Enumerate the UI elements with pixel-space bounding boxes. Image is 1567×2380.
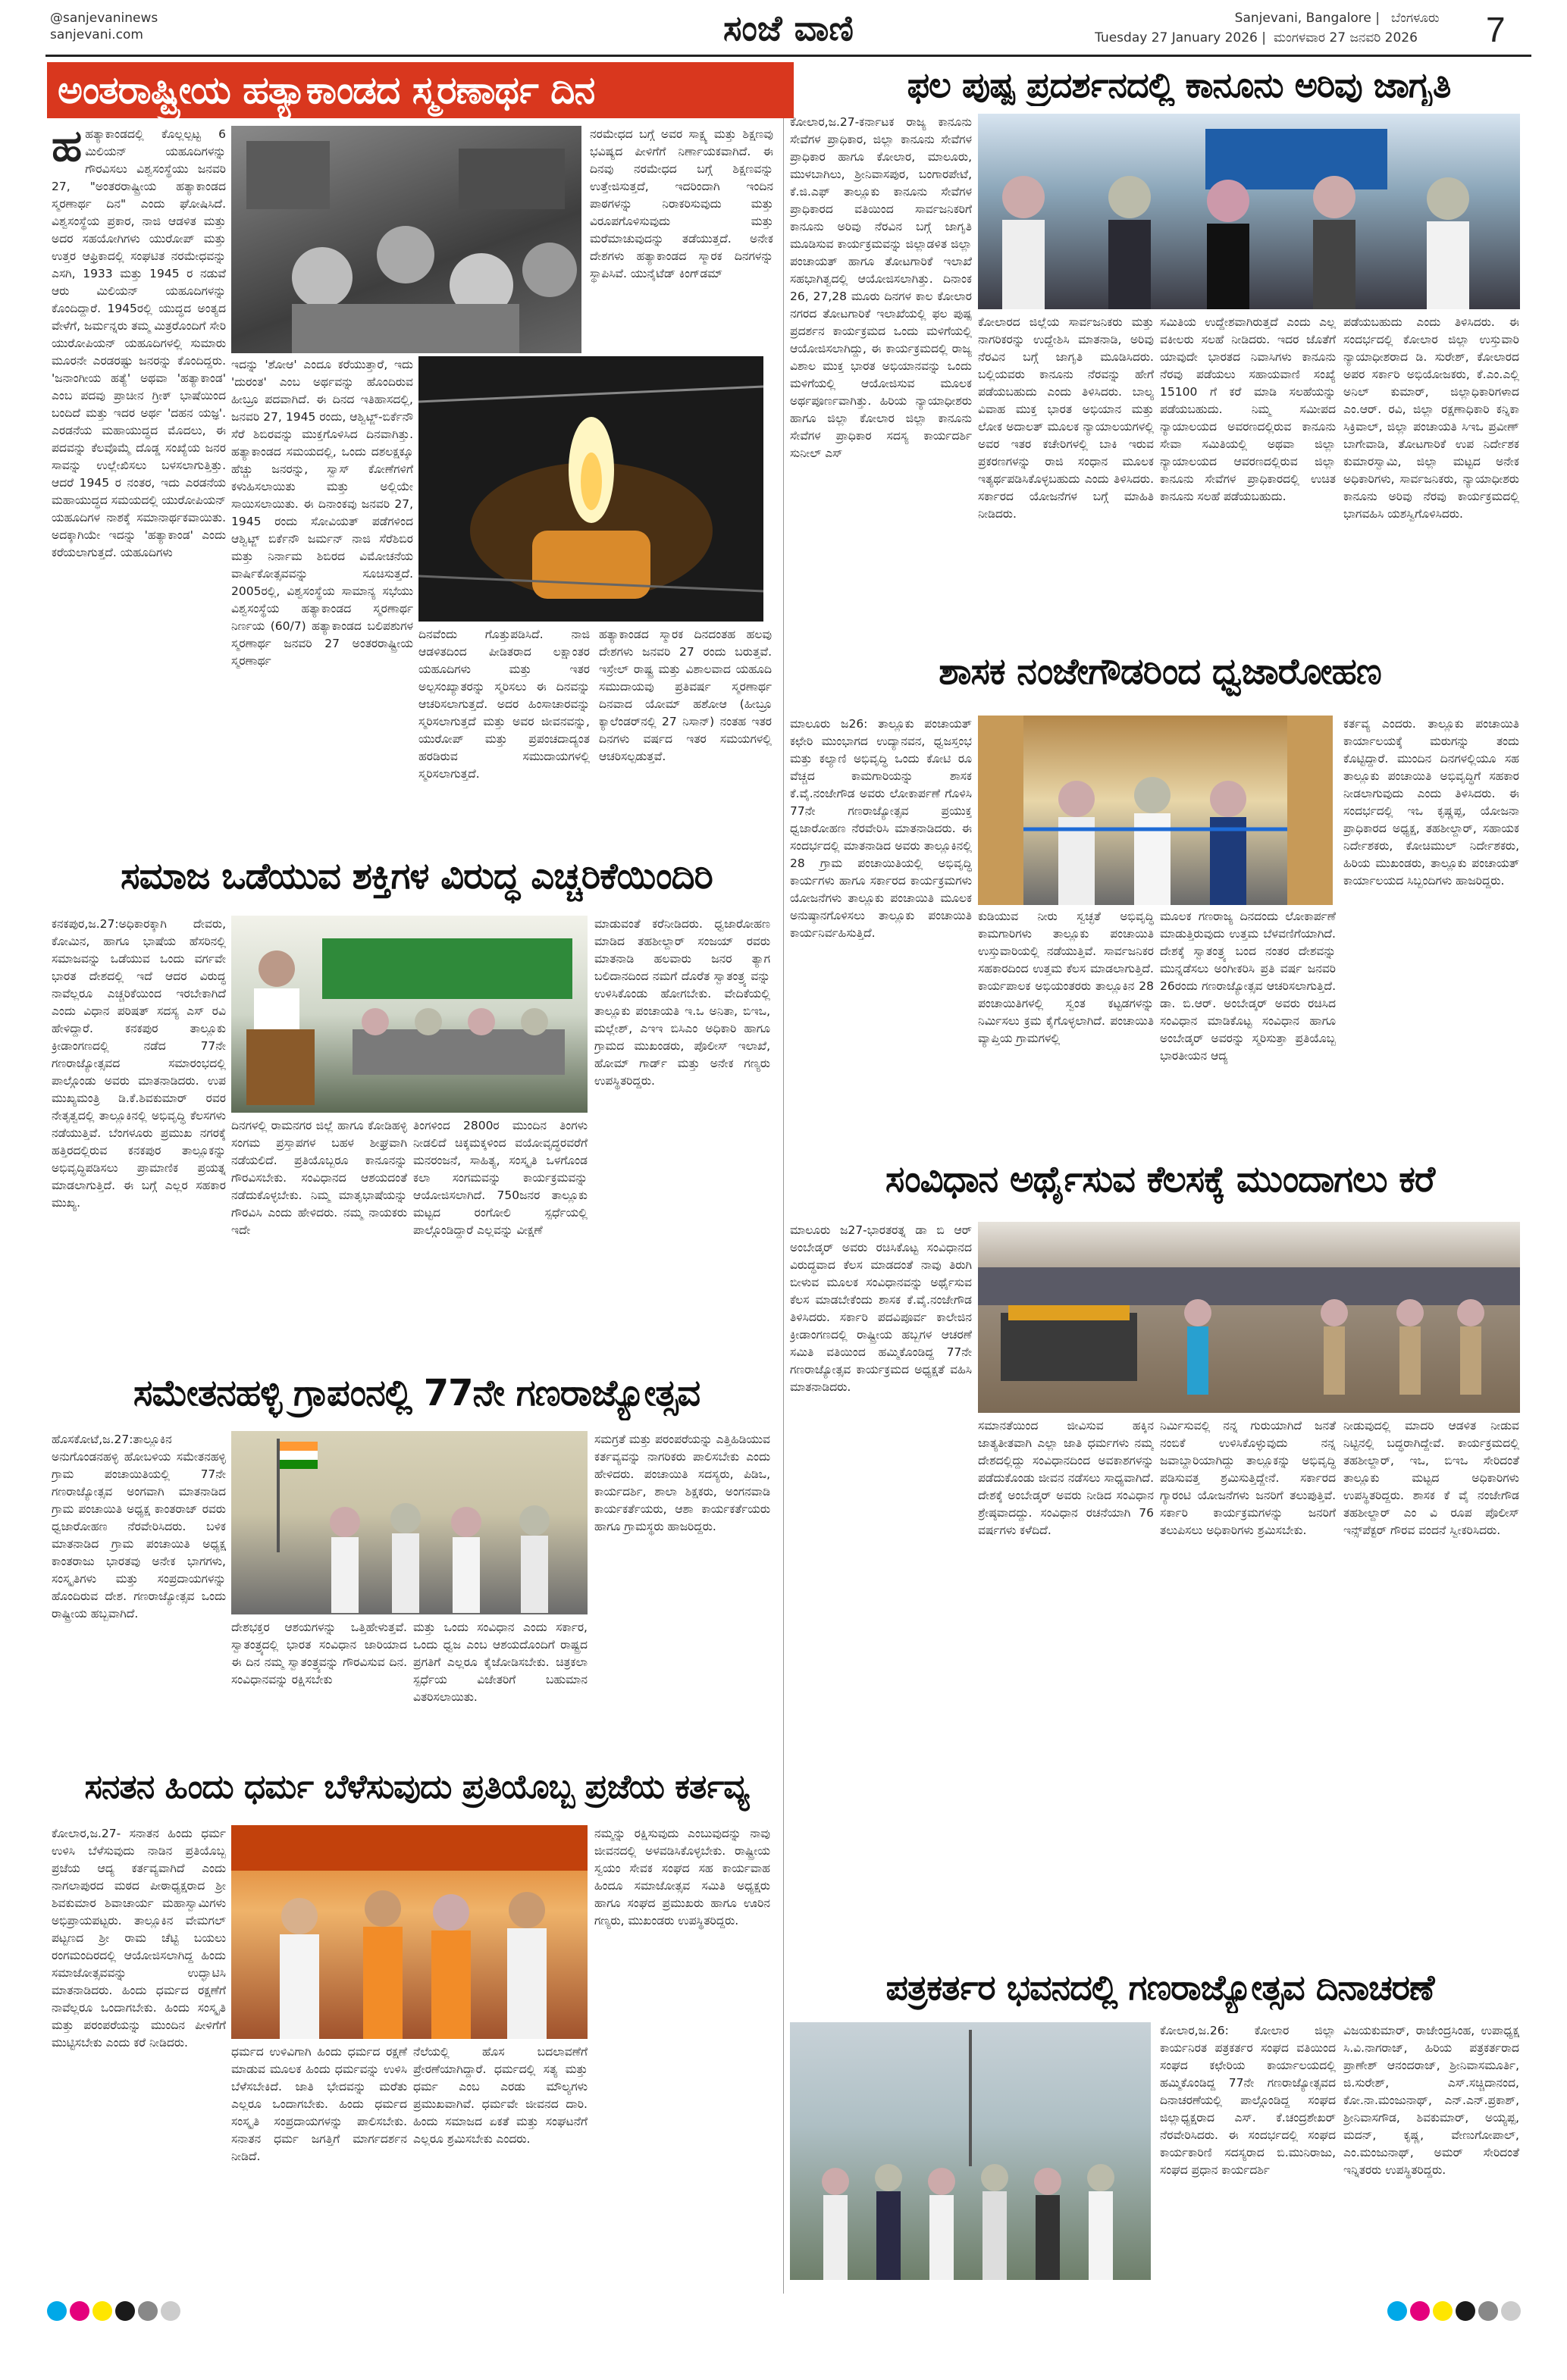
headline-samethanahalli: ಸಮೇತನಹಳ್ಳಿ ಗ್ರಾಪಂನಲ್ಲಿ 77ನೇ ಗಣರಾಜ್ಯೋತ್ಸವ xyxy=(133,1372,700,1414)
magenta-swatch-icon xyxy=(1410,2301,1430,2321)
samaja-photo xyxy=(231,916,588,1113)
nanjegowda-col-4: ಕರ್ತವ್ಯ ಎಂದರು. ತಾಲ್ಲೂಕು ಪಂಚಾಯಿತಿ ಕಾರ್ಯಾಲಯಕ್ಕೆ ಮರುಗನ್ನು ತಂದು ಕೊಟ್ಟಿದ್ದಾರೆ. ಮುಂದಿನ ದಿನಗಳಲ್ಲಿಯೂ ಸಹ ತಾಲ್ಲೂಕು ಪಂಚಾಯಿತಿ ಅಭಿವೃದ್ಧಿಗೆ ಸಹಕಾರ ನೀಡಲಾಗುವುದು ಎಂದು ತಿಳಿಸಿದರು. ಈ ಸಂದರ್ಭದಲ್ಲಿ ಇಒ ಕೃಷ್ಣಪ್ಪ, ಯೋಜನಾ ಪ್ರಾಧಿಕಾರದ ಅಧ್ಯಕ್ಷ, ತಹಶೀಲ್ದಾರ್, ಸಹಾಯಕ ನಿರ್ದೇಶಕರು, ಕೋಚಿಮುಲ್ ನಿರ್ದೇಶಕರು, ಹಿರಿಯ ಮುಖಂಡರು, ತಾಲ್ಲೂಕು ಪಂಚಾಯತ್ ಕಾರ್ಯಾಲಯದ ಸಿಬ್ಬಂದಿಗಳು ಹಾಜರಿದ್ದರು. xyxy=(1343,717,1519,888)
page-number: 7 xyxy=(1486,10,1506,49)
candle-icon xyxy=(418,356,763,622)
headline-flower-show: ಫಲ ಪುಷ್ಪ ಪ್ರದರ್ಶನದಲ್ಲಿ ಕಾನೂನು ಅರಿವು ಜಾಗೃತಿ xyxy=(907,64,1451,105)
grey-swatch-icon xyxy=(1478,2301,1498,2321)
cyan-swatch-icon xyxy=(47,2301,67,2321)
flower-show-photo xyxy=(978,114,1520,309)
samvidhana-col-2: ನಿರ್ಮಿಸುವಲ್ಲಿ ನನ್ನ ಗುರುಯಾಗಿದೆ ಜನತೆ ನಂಬಿಕೆ ಉಳಿಸಿಕೊಳ್ಳುವುದು ನನ್ನ ಜವಾಬ್ದಾರಿಯಾಗಿದ್ದು ತಾಲ್ಲೂಕನ್ನು ಅಭಿವೃದ್ಧಿ ಪಡಿಸುವತ್ತ ಶ್ರಮಿಸುತ್ತಿದ್ದೇನೆ. ಸರ್ಕಾರದ ಗ್ಯಾರಂಟಿ ಯೋಜನೆಗಳು ಜನರಿಗೆ ತಲುಪುತ್ತಿವೆ. ಸರ್ಕಾರಿ ಕಾರ್ಯಕ್ರಮಗಳನ್ನು ಜನರಿಗೆ ತಲುಪಿಸಲು ಅಧಿಕಾರಿಗಳು ಶ್ರಮಿಸಬೇಕು. xyxy=(1160,1419,1336,1537)
yellow-swatch-icon xyxy=(1433,2301,1453,2321)
flag-salute-illustration xyxy=(231,1431,588,1614)
samethanahalli-photo xyxy=(231,1431,588,1614)
samvidhana-intro: ಮಾಲೂರು ಜ27-ಭಾರತರತ್ನ ಡಾ ಬಿ ಆರ್ ಅಂಬೇಡ್ಕರ್ ಅವರು ರಚಿಸಿಕೊಟ್ಟ ಸಂವಿಧಾನದ ವಿರುದ್ಧವಾದ ಕೆಲಸ ಮಾಡದಂತೆ ನಾವು ತಿರುಗಿ ಬೀಳುವ ಮೂಲಕ ಸಂವಿಧಾನವನ್ನು ಅರ್ಥೈಸುವ ಕೆಲಸ ಮಾಡಬೇಕೆಂದು ಶಾಸಕ ಕೆ.ವೈ.ನಂಜೇಗೌಡ ತಿಳಿಸಿದರು. ಸರ್ಕಾರಿ ಪದವಿಪೂರ್ವ ಕಾಲೇಜಿನ ಕ್ರೀಡಾಂಗಣದಲ್ಲಿ ರಾಷ್ಟ್ರೀಯ ಹಬ್ಬಗಳ ಆಚರಣೆ ಸಮಿತಿ ವತಿಯಿಂದ ಹಮ್ಮಿಕೊಂಡಿದ್ದ 77ನೇ ಗಣರಾಜ್ಯೋತ್ಸವ ಕಾರ್ಯಕ್ರಮದ ಅಧ್ಯಕ್ಷತೆ ವಹಿಸಿ ಮಾತನಾಡಿದರು. xyxy=(790,1223,972,1394)
headline-press: ಪತ್ರಕರ್ತರ ಭವನದಲ್ಲಿ ಗಣರಾಜ್ಯೋತ್ಸವ ದಿನಾಚರಣೆ xyxy=(885,1967,1434,2008)
holocaust-col-3b: ಹತ್ಯಾಕಾಂಡದ ಸ್ಮಾರಕ ದಿನದಂತಹ ಹಲವು ದೇಶಗಳು ಜನವರಿ 27 ರಂದು ಬರುತ್ತವೆ. ಇಸ್ರೇಲ್ ರಾಷ್ಟ್ರ ಮತ್ತು ವಿಶಾಲವಾದ ಯಹೂದಿ ಸಮುದಾಯವು ಪ್ರತಿವರ್ಷ ಸ್ಮರಣಾರ್ಥ ದಿನವಾದ ಯೋಮ್ ಹಶೋಆ (ಹೀಬ್ರೂ ಕ್ಯಾಲೆಂಡರ್‌ನಲ್ಲಿ 27 ನಿಸಾನ್) ನಂತಹ ಇತರ ದಿನಗಳು ವರ್ಷದ ಇತರ ಸಮಯಗಳಲ್ಲಿ ಆಚರಿಸಲ್ಪಡುತ್ತವೆ. xyxy=(599,628,772,763)
date-kannada: ಮಂಗಳವಾರ 27 ಜನವರಿ 2026 xyxy=(1274,30,1418,45)
samethanahalli-col-4: ಸಮಗ್ರತೆ ಮತ್ತು ಪರಂಪರೆಯನ್ನು ಎತ್ತಿಹಿಡಿಯುವ ಕರ್ತವ್ಯವನ್ನು ನಾಗರಿಕರು ಪಾಲಿಸಬೇಕು ಎಂದು ಹೇಳಿದರು. ಪಂಚಾಯಿತಿ ಸದಸ್ಯರು, ಪಿಡಿಒ, ಕಾರ್ಯದರ್ಶಿ, ಶಾಲಾ ಶಿಕ್ಷಕರು, ಅಂಗನವಾಡಿ ಕಾರ್ಯಕರ್ತೆಯರು, ಆಶಾ ಕಾರ್ಯಕರ್ತೆಯರು ಹಾಗೂ ಗ್ರಾಮಸ್ಥರು ಹಾಜರಿದ್ದರು. xyxy=(594,1433,770,1533)
center-divider xyxy=(783,118,784,2294)
nanjegowda-col-2: ಕುಡಿಯುವ ನೀರು ಸ್ವಚ್ಛತೆ ಅಭಿವೃದ್ಧಿ ಕಾಮಗಾರಿಗಳು ತಾಲ್ಲೂಕು ಪಂಚಾಯಿತಿ ಉಸ್ತುವಾರಿಯಲ್ಲಿ ನಡೆಯುತ್ತಿವೆ. ಸಾರ್ವಜನಿಕರ ಸಹಕಾರದಿಂದ ಉತ್ತಮ ಕೆಲಸ ಮಾಡಲಾಗುತ್ತಿದೆ. ಕಾರ್ಯಪಾಲಕ ಅಭಿಯಂತರರು ತಾಲ್ಲೂಕಿನ 28 ಪಂಚಾಯಿತಿಗಳಲ್ಲಿ ಸ್ವಂತ ಕಟ್ಟಡಗಳನ್ನು ನಿರ್ಮಿಸಲು ಕ್ರಮ ಕೈಗೊಳ್ಳಲಾಗಿದೆ. ಪಂಚಾಯಿತಿ ವ್ಯಾಪ್ತಿಯ ಗ್ರಾಮಗಳಲ್ಲಿ xyxy=(978,910,1154,1045)
city: ಬೆಂಗಳೂರು xyxy=(1391,11,1440,26)
parade-illustration xyxy=(978,1222,1520,1413)
headline-holocaust: ಅಂತರಾಷ್ಟ್ರೀಯ ಹತ್ಯಾಕಾಂಡದ ಸ್ಮರಣಾರ್ಥ ದಿನ xyxy=(47,62,794,118)
website: sanjevani.com xyxy=(50,27,143,42)
headline-nanjegowda: ಶಾಸಕ ನಂಜೇಗೌಡರಿಂದ ಧ್ವಜಾರೋಹಣ xyxy=(939,650,1381,693)
nanjegowda-col-1: ಮಾಲೂರು ಜ26: ತಾಲ್ಲೂಕು ಪಂಚಾಯತ್ ಕಛೇರಿ ಮುಂಭಾಗದ ಉದ್ಯಾನವನ, ಧ್ವಜಸ್ತಂಭ ಮತ್ತು ಕಲ್ಯಾಣಿ ಅಭಿವೃದ್ಧಿ ಒಂದು ಕೋಟಿ ರೂ ವೆಚ್ಚದ ಕಾಮಗಾರಿಯನ್ನು ಶಾಸಕ ಕೆ.ವೈ.ನಂಜೇಗೌಡ ಅವರು ಲೋಕಾರ್ಪಣೆ ಗೊಳಿಸಿ 77ನೇ ಗಣರಾಜ್ಯೋತ್ಸವ ಪ್ರಯುಕ್ತ ಧ್ವಜಾರೋಹಣ ನೆರವೇರಿಸಿ ಮಾತನಾಡಿದರು. ಈ ಸಂದರ್ಭದಲ್ಲಿ ಮಾತನಾಡಿದ ಅವರು ತಾಲ್ಲೂಕಿನಲ್ಲಿ 28 ಗ್ರಾಮ ಪಂಚಾಯಿತಿಯಲ್ಲಿ ಅಭಿವೃದ್ಧಿ ಕಾರ್ಯಗಳು ಹಾಗೂ ಸರ್ಕಾರದ ಕಾರ್ಯಕ್ರಮಗಳು ಯೋಜನೆಗಳು ತಾಲ್ಲೂಕು ಪಂಚಾಯಿತಿ ಮೂಲಕ ಅನುಷ್ಠಾನಗೊಳಿಸಲು ತಾಲ್ಲೂಕು ಪಂಚಾಯಿತಿ ಕಾರ್ಯನಿರ್ವಹಿಸುತ್ತಿದೆ. xyxy=(790,717,972,940)
ribbon-cutting-illustration xyxy=(978,716,1333,905)
samvidhana-col-3: ನೀಡುವುದಲ್ಲಿ ಮಾದರಿ ಆಡಳಿತ ನೀಡುವ ನಿಟ್ಟಿನಲ್ಲಿ ಬದ್ಧರಾಗಿದ್ದೇವೆ. ಕಾರ್ಯಕ್ರಮದಲ್ಲಿ ತಹಶೀಲ್ದಾರ್, ಇಒ, ಬಿಇಒ ಸೇರಿದಂತೆ ತಾಲ್ಲೂಕು ಮಟ್ಟದ ಅಧಿಕಾರಿಗಳು ಉಪಸ್ಥಿತರಿದ್ದರು. ಶಾಸಕ ಕೆ ವೈ ನಂಜೇಗೌಡ ತಹಶೀಲ್ದಾರ್ ಎಂ ವಿ ರೂಪ ಪೊಲೀಸ್ ಇನ್ಸ್‌ಪೆಕ್ಟರ್ ಗೌರವ ವಂದನೆ ಸ್ವೀಕರಿಸಿದರು. xyxy=(1343,1419,1519,1537)
holocaust-col-2: ಇದನ್ನು 'ಶೋಆ' ಎಂದೂ ಕರೆಯುತ್ತಾರೆ, ಇದು 'ದುರಂತ' ಎಂಬ ಅರ್ಥವನ್ನು ಹೊಂದಿರುವ ಹೀಬ್ರೂ ಪದವಾಗಿದೆ. ಈ ದಿನದ ಇತಿಹಾಸದಲ್ಲಿ, ಜನವರಿ 27, 1945 ರಂದು, ಆಶ್ವಿಟ್ಜ್-ಬಿರ್ಕೆನೌ ಸೆರೆ ಶಿಬಿರವನ್ನು ಮುಕ್ತಗೊಳಿಸಿದ ದಿನವಾಗಿತ್ತು. ಹತ್ಯಾಕಾಂಡದ ಸಮಯದಲ್ಲಿ, ಒಂದು ದಶಲಕ್ಷಕ್ಕೂ ಹೆಚ್ಚು ಜನರನ್ನು, ಸ್ವಾಸ್ ಕೋಣೆಗಳಿಗೆ ಕಳುಹಿಸಲಾಯಿತು ಮತ್ತು ಅಲ್ಲಿಯೇ ಸಾಯಿಸಲಾಯಿತು. ಈ ದಿನಾಂಕವು ಜನವರಿ 27, 1945 ರಂದು ಸೋವಿಯತ್ ಪಡೆಗಳಿಂದ ಆಶ್ವಿಟ್ಜ್ ಬಿರ್ಕೆನೌ ಜರ್ಮನ್ ನಾಜಿ ಸೆರೆಶಿಬಿರ ಮತ್ತು ನಿರ್ನಾಮ ಶಿಬಿರದ ವಿಮೋಚನೆಯ ವಾರ್ಷಿಕೋತ್ಸವವನ್ನು ಸೂಚಿಸುತ್ತದೆ. 2005ರಲ್ಲಿ, ವಿಶ್ವಸಂಸ್ಥೆಯ ಸಾಮಾನ್ಯ ಸಭೆಯು ವಿಶ್ವಸಂಸ್ಥೆಯ ಹತ್ಯಾಕಾಂಡದ ಸ್ಮರಣಾರ್ಥ ನಿರ್ಣಯ (60/7) ಹತ್ಯಾಕಾಂಡದ ಬಲಿಪಶುಗಳ ಸ್ಮರಣಾರ್ಥ ಜನವರಿ 27 ಅಂತರರಾಷ್ಟ್ರೀಯ ಸ್ಮರಣಾರ್ಥ xyxy=(231,358,413,668)
registration-marks-left xyxy=(47,2301,229,2324)
flower-show-col-1: ಕೋಲಾರದ ಜಿಲ್ಲೆಯ ಸಾರ್ವಜನಿಕರು ಮತ್ತು ನಾಗರಿಕರನ್ನು ಉದ್ದೇಶಿಸಿ ಮಾತನಾಡಿ, ಅರಿವು ನೆರವಿನ ಬಗ್ಗೆ ಜಾಗೃತಿ ಮೂಡಿಸಿದರು. ಬಲ್ಲಿಯವರು ಕಾನೂನು ನೆರವನ್ನು ಹೇಗೆ ಪಡೆಯಬಹುದು ಎಂದು ತಿಳಿಸಿದರು. ಬಾಲ್ಯ ವಿವಾಹ ಮುಕ್ತ ಭಾರತ ಅಭಿಯಾನ ಮತ್ತು ಲೋಕ ಅದಾಲತ್ ಮೂಲಕ ನ್ಯಾಯಾಲಯಗಳಲ್ಲಿ ಅವರ ಇತರ ಕಚೇರಿಗಳಲ್ಲಿ ಬಾಕಿ ಇರುವ ಪ್ರಕರಣಗಳನ್ನು ರಾಜಿ ಸಂಧಾನ ಮೂಲಕ ಇತ್ಯರ್ಥಪಡಿಸಿಕೊಳ್ಳಬಹುದು ಎಂದು ತಿಳಿಸಿದರು. ಸರ್ಕಾರದ ಯೋಜನೆಗಳ ಬಗ್ಗೆ ಮಾಹಿತಿ ನೀಡಿದರು. xyxy=(978,315,1154,521)
holocaust-col-2b: ದಿನವೆಂದು ಗೊತ್ತುಪಡಿಸಿದೆ. ನಾಜಿ ಆಡಳಿತದಿಂದ ಪೀಡಿತರಾದ ಲಕ್ಷಾಂತರ ಯಹೂದಿಗಳು ಮತ್ತು ಇತರ ಅಲ್ಪಸಂಖ್ಯಾತರನ್ನು ಸ್ಮರಿಸಲು ಈ ದಿನವನ್ನು ಆಚರಿಸಲಾಗುತ್ತದೆ. ಅದರ ಹಿಂಸಾಚಾರವನ್ನು ಸ್ಮರಿಸಲಾಗುತ್ತದೆ ಮತ್ತು ಅವರ ಜೀವನವನ್ನು, ಯುರೋಪ್ ಮತ್ತು ಪ್ರಪಂಚದಾದ್ಯಂತ ಹರಡಿರುವ ಸಮುದಾಯಗಳಲ್ಲಿ ಸ್ಮರಿಸಲಾಗುತ್ತದೆ. xyxy=(418,628,590,781)
header-rule xyxy=(45,55,1531,57)
sanatana-col-3: ನೆಲೆಯಲ್ಲಿ ಹೊಸ ಬದಲಾವಣೆಗೆ ಪ್ರೇರಣೆಯಾಗಿದ್ದಾರೆ. ಧರ್ಮದಲ್ಲಿ ಸತ್ಯ ಮತ್ತು ಧರ್ಮ ಎಂಬ ಎರಡು ಮೌಲ್ಯಗಳು ಪ್ರಮುಖವಾಗಿವೆ. ಧರ್ಮವೇ ಜೀವನದ ದಾರಿ. ಹಿಂದು ಸಮಾಜದ ಏಕತೆ ಮತ್ತು ಸಂಘಟನೆಗೆ ಎಲ್ಲರೂ ಶ್ರಮಿಸಬೇಕು ಎಂದರು. xyxy=(413,2045,588,2146)
officials-group-illustration xyxy=(978,114,1520,309)
camp-scene-illustration xyxy=(231,126,581,353)
flower-show-col-2: ಸಮಿತಿಯ ಉದ್ದೇಶವಾಗಿರುತ್ತದೆ ಎಂದು ಎಲ್ಲ ವಕೀಲರು ಸಲಹೆ ನೀಡಿದರು. ಇದರ ಜೊತೆಗೆ ಯಾವುದೇ ಭಾರತದ ನಿವಾಸಿಗಳು ಕಾನೂನು ನೆರವು ಪಡೆಯಲು ಸಹಾಯವಾಣಿ ಸಂಖ್ಯೆ 15100 ಗೆ ಕರೆ ಮಾಡಿ ಸಲಹೆಯನ್ನು ಪಡೆಯಬಹುದು. ನಿಮ್ಮ ಸಮೀಪದ ನ್ಯಾಯಾಲಯದ ಅವರಣದಲ್ಲಿರುವ ಕಾನೂನು ಸೇವಾ ಸಮಿತಿಯಲ್ಲಿ ಅಥವಾ ಜಿಲ್ಲಾ ನ್ಯಾಯಾಲಯದ ಆವರಣದಲ್ಲಿರುವ ಜಿಲ್ಲಾ ಕಾನೂನು ಸೇವೆಗಳ ಪ್ರಾಧಿಕಾರದಲ್ಲಿ ಉಚಿತ ಕಾನೂನು ಸಲಹೆ ಪಡೆಯಬಹುದು. xyxy=(1160,315,1336,503)
samaja-col-1: ಕನಕಪುರ,ಜ.27:ಅಧಿಕಾರಕ್ಕಾಗಿ ದೇವರು, ಕೋಮಿನ, ಹಾಗೂ ಭಾಷೆಯ ಹೆಸರಿನಲ್ಲಿ ಸಮಾಜವನ್ನು ಒಡೆಯುವ ಒಂದು ವರ್ಗವೇ ಭಾರತ ದೇಶದಲ್ಲಿ ಇದೆ ಆದರ ವಿರುದ್ಧ ನಾವೆಲ್ಲರೂ ಎಚ್ಚರಿಕೆಯಿಂದ ಇರಬೇಕಾಗಿದೆ ಎಂದು ವಿಧಾನ ಪರಿಷತ್ ಸದಸ್ಯ ಎಸ್ ರವಿ ಹೇಳಿದ್ದಾರೆ. ಕನಕಪುರ ತಾಲ್ಲೂಕು ಕ್ರೀಡಾಂಗಣದಲ್ಲಿ ನಡೆದ 77ನೇ ಗಣರಾಜ್ಯೋತ್ಸವದ ಸಮಾರಂಭದಲ್ಲಿ ಪಾಲ್ಗೊಂಡು ಅವರು ಮಾತನಾಡಿದರು. ಉಪ ಮುಖ್ಯಮಂತ್ರಿ ಡಿ.ಕೆ.ಶಿವಕುಮಾರ್ ರವರ ನೇತೃತ್ವದಲ್ಲಿ ತಾಲ್ಲೂಕಿನಲ್ಲಿ ಅಭಿವೃದ್ಧಿ ಕೆಲಸಗಳು ನಡೆಯುತ್ತಿವೆ. ಬೆಂಗಳೂರು ಪ್ರಮುಖ ನಗರಕ್ಕೆ ಹತ್ತಿರದಲ್ಲಿರುವ ಕನಕಪುರ ತಾಲ್ಲೂಕನ್ನು ಅಭಿವೃದ್ಧಿಪಡಿಸಲು ಪ್ರಾಮಾಣಿಕ ಪ್ರಯತ್ನ ಮಾಡಲಾಗುತ್ತಿದೆ. ಈ ಬಗ್ಗೆ ಎಲ್ಲರ ಸಹಕಾರ ಮುಖ್ಯ. xyxy=(52,917,226,1210)
date-english: Tuesday 27 January 2026 | xyxy=(1095,30,1266,45)
social-handle: @sanjevaninews xyxy=(50,11,158,26)
lamp-lighting-illustration xyxy=(231,1825,588,2039)
edition: Sanjevani, Bangalore | xyxy=(1234,11,1380,26)
samvidhana-photo xyxy=(978,1222,1520,1413)
sanatana-col-2: ಧರ್ಮದ ಉಳಿವಿಗಾಗಿ ಹಿಂದು ಧರ್ಮದ ರಕ್ಷಣೆ ಮಾಡುವ ಮೂಲಕ ಹಿಂದು ಧರ್ಮವನ್ನು ಉಳಿಸಿ ಬೆಳೆಸಬೇಕಿದೆ. ಜಾತಿ ಭೇದವನ್ನು ಮರೆತು ಎಲ್ಲರೂ ಒಂದಾಗಬೇಕು. ಹಿಂದು ಧರ್ಮದ ಸಂಸ್ಕೃತಿ ಸಂಪ್ರದಾಯಗಳನ್ನು ಪಾಲಿಸಬೇಕು. ಸನಾತನ ಧರ್ಮ ಜಗತ್ತಿಗೆ ಮಾರ್ಗದರ್ಶನ ನೀಡಿದೆ. xyxy=(231,2045,407,2163)
samethanahalli-col-1: ಹೊಸಕೋಟೆ,ಜ.27:ತಾಲ್ಲೂಕಿನ ಅನುಗೊಂಡನಹಳ್ಳಿ ಹೋಬಳಿಯ ಸಮೇತನಹಳ್ಳಿ ಗ್ರಾಮ ಪಂಚಾಯಿತಿಯಲ್ಲಿ 77ನೇ ಗಣರಾಜ್ಯೋತ್ಸವ ಅಂಗವಾಗಿ ಮಾತನಾಡಿದ ಗ್ರಾಮ ಪಂಚಾಯಿತಿ ಅಧ್ಯಕ್ಷ ಕಾಂತರಾಜ್ ರವರು ಧ್ವಜಾರೋಹಣ ನೆರವೇರಿಸಿದರು. ಬಳಿಕ ಮಾತನಾಡಿದ ಗ್ರಾಮ ಪಂಚಾಯಿತಿ ಅಧ್ಯಕ್ಷ ಕಾಂತರಾಜು ಭಾರತವು ಅನೇಕ ಭಾಗಗಳು, ಸಂಸ್ಕೃತಿಗಳು ಮತ್ತು ಸಂಪ್ರದಾಯಗಳನ್ನು ಹೊಂದಿರುವ ದೇಶ. ಗಣರಾಜ್ಯೋತ್ಸವ ಒಂದು ರಾಷ್ಟ್ರೀಯ ಹಬ್ಬವಾಗಿದೆ. xyxy=(52,1433,226,1621)
flower-show-col-3: ಪಡೆಯಬಹುದು ಎಂದು ತಿಳಿಸಿದರು. ಈ ಸಂದರ್ಭದಲ್ಲಿ ಕೋಲಾರ ಜಿಲ್ಲಾ ಉಸ್ತುವಾರಿ ನ್ಯಾಯಾಧೀಶರಾದ ಡಿ. ಸುರೇಶ್, ಕೋಲಾರದ ಅಪರ ಸರ್ಕಾರಿ ಅಭಿಯೋಜಕರು, ಕೆ.ಎಂ.ಎಲ್ಲಿ ಅನಿಲ್ ಕುಮಾರ್, ಜಿಲ್ಲಾಧಿಕಾರಿಗಳಾದ ಎಂ.ಆರ್. ರವಿ, ಜಿಲ್ಲಾ ರಕ್ಷಣಾಧಿಕಾರಿ ಕನ್ನಿಕಾ ಸಿಕ್ರಿವಾಲ್, ಜಿಲ್ಲಾ ಪಂಚಾಯತಿ ಸಿಇಒ ಪ್ರವೀಣ್ ಬಾಗೇವಾಡಿ, ತೋಟಗಾರಿಕೆ ಉಪ ನಿರ್ದೇಶಕ ಕುಮಾರಸ್ವಾಮಿ, ಜಿಲ್ಲಾ ಮಟ್ಟದ ಅನೇಕ ಅಧಿಕಾರಿಗಳು, ಸಾರ್ವಜನಿಕರು, ನ್ಯಾಯಾಧೀಶರು ಕಾನೂನು ಅರಿವು ನೆರವು ಕಾರ್ಯಕ್ರಮದಲ್ಲಿ ಭಾಗವಹಿಸಿ ಯಶಸ್ವಿಗೊಳಿಸಿದರು. xyxy=(1343,315,1519,521)
nanjegowda-photo xyxy=(978,716,1333,905)
light-grey-swatch-icon xyxy=(161,2301,180,2321)
sanatana-photo xyxy=(231,1825,588,2039)
samaja-col-2: ದಿನಗಳಲ್ಲಿ ರಾಮನಗರ ಜಿಲ್ಲೆ ಹಾಗೂ ಕೋಡಿಹಳ್ಳಿ ಸಂಗಮ ಪ್ರಸ್ತಾಪಗಳ ಬಹಳ ಶೀಘ್ರವಾಗಿ ನಡೆಯಲಿದೆ. ಪ್ರತಿಯೊಬ್ಬರೂ ಕಾನೂನನ್ನು ಗೌರವಿಸಬೇಕು. ಸಂವಿಧಾನದ ಆಶಯದಂತೆ ನಡೆದುಕೊಳ್ಳಬೇಕು. ನಿಮ್ಮ ಮಾತೃಭಾಷೆಯನ್ನು ಗೌರವಿಸಿ ಎಂದು ಹೇಳಿದರು. ನಮ್ಮ ನಾಯಕರು ಇದೇ xyxy=(231,1119,407,1237)
sanatana-col-4: ನಮ್ಮನ್ನು ರಕ್ಷಿಸುವುದು ಎಂಬುವುದನ್ನು ನಾವು ಜೀವನದಲ್ಲಿ ಅಳವಡಿಸಿಕೊಳ್ಳಬೇಕು. ರಾಷ್ಟ್ರೀಯ ಸ್ವಯಂ ಸೇವಕ ಸಂಘದ ಸಹ ಕಾರ್ಯವಾಹ ಹಿಂದೂ ಸಮಾಜೋತ್ಸವ ಸಮಿತಿ ಅಧ್ಯಕ್ಷರು ಹಾಗೂ ಸಂಘದ ಪ್ರಮುಖರು ಹಾಗೂ ಊರಿನ ಗಣ್ಯರು, ಮುಖಂಡರು ಉಪಸ್ಥಿತರಿದ್ದರು. xyxy=(594,1827,770,1927)
candle-photo xyxy=(418,356,763,622)
press-photo xyxy=(790,2022,1151,2280)
magenta-swatch-icon xyxy=(70,2301,89,2321)
holocaust-photo-camp xyxy=(231,126,581,353)
press-group-illustration xyxy=(790,2022,1151,2280)
samaja-col-3: ತಿಂಗಳಿಂದ 2800ರ ಮುಂದಿನ ತಿಂಗಳು ನೀಡಲಿದೆ ಚಿಕ್ಕಮಕ್ಕಳಿಂದ ವಯೋವೃದ್ಧರವರೆಗೆ ಮನರಂಜನೆ, ಸಾಹಿತ್ಯ, ಸಂಸ್ಕೃತಿ ಒಳಗೊಂಡ ಕಲಾ ಸಂಗಮವನ್ನು ಕಾರ್ಯಕ್ರಮವನ್ನು ಆಯೋಜಿಸಲಾಗಿದೆ. 750ಜನರ ತಾಲ್ಲೂಕು ಮಟ್ಟದ ರಂಗೋಲಿ ಸ್ಪರ್ಧೆಯಲ್ಲಿ ಪಾಲ್ಗೊಂಡಿದ್ದಾರೆ ಎಲ್ಲವನ್ನು ವೀಕ್ಷಣೆ xyxy=(413,1119,588,1237)
black-swatch-icon xyxy=(1456,2301,1475,2321)
samvidhana-col-1: ಸಮಾನತೆಯಿಂದ ಜೀವಿಸುವ ಹಕ್ಕಿನ ಜಾತ್ಯತೀತವಾಗಿ ಎಲ್ಲಾ ಜಾತಿ ಧರ್ಮಗಳು ನಮ್ಮ ದೇಶದಲ್ಲಿದ್ದು ಸಂವಿಧಾನದಿಂದ ಅವಕಾಶಗಳನ್ನು ಪಡೆದುಕೊಂಡು ಜೀವನ ನಡೆಸಲು ಸಾಧ್ಯವಾಗಿದೆ. ದೇಶಕ್ಕೆ ಅಂಬೇಡ್ಕರ್ ಅವರು ನೀಡಿದ ಸಂವಿಧಾನ ಶ್ರೇಷ್ಠವಾದದ್ದು. ಸಂವಿಧಾನ ರಚನೆಯಾಗಿ 76 ವರ್ಷಗಳು ಕಳೆದಿದೆ. xyxy=(978,1419,1154,1537)
samaja-col-4: ಮಾಡುವಂತೆ ಕರೆನೀಡಿದರು. ಧ್ವಜಾರೋಹಣ ಮಾಡಿದ ತಹಶೀಲ್ದಾರ್ ಸಂಜಯ್ ರವರು ಮಾತನಾಡಿ ಹಲವಾರು ಜನರ ತ್ಯಾಗ ಬಲಿದಾನದಿಂದ ನಮಗೆ ದೊರೆತ ಸ್ವಾತಂತ್ರ್ಯ ವನ್ನು ಉಳಿಸಿಕೊಂಡು ಹೋಗಬೇಕು. ವೇದಿಕೆಯಲ್ಲಿ ತಾಲ್ಲೂಕು ಪಂಚಾಯತಿ ಇ.ಒ ಅನಿತಾ, ಬಿಇಒ, ಮಲ್ಲೇಶ್, ಎಇಇ ಬಿಸಿಎಂ ಅಧಿಕಾರಿ ಹಾಗೂ ಗ್ರಾಮದ ಮುಖಂಡರು, ಪೊಲೀಸ್ ಇಲಾಖೆ, ಹೋಮ್ ಗಾರ್ಡ್ ಮತ್ತು ಅನೇಕ ಗಣ್ಯರು ಉಪಸ್ಥಿತರಿದ್ದರು. xyxy=(594,917,770,1088)
grey-swatch-icon xyxy=(138,2301,158,2321)
headline-samaja: ಸಮಾಜ ಒಡೆಯುವ ಶಕ್ತಿಗಳ ವಿರುದ್ಧ ಎಚ್ಚರಿಕೆಯಿಂದಿರಿ xyxy=(121,855,713,897)
flower-show-intro: ಕೋಲಾರ,ಜ.27-ಕರ್ನಾಟಕ ರಾಜ್ಯ ಕಾನೂನು ಸೇವೆಗಳ ಪ್ರಾಧಿಕಾರ, ಜಿಲ್ಲಾ ಕಾನೂನು ಸೇವೆಗಳ ಪ್ರಾಧಿಕಾರ ಹಾಗೂ ಕೋಲಾರ, ಮಾಲೂರು, ಮುಳಬಾಗಿಲು, ಶ್ರೀನಿವಾಸಪುರ, ಬಂಗಾರಪೇಟೆ, ಕೆ.ಜಿ.ಎಫ್ ತಾಲ್ಲೂಕು ಕಾನೂನು ಸೇವೆಗಳ ಪ್ರಾಧಿಕಾರದ ವತಿಯಿಂದ ಸಾರ್ವಜನಿಕರಿಗೆ ಕಾನೂನು ಅರಿವು ನೆರವಿನ ಬಗ್ಗೆ ಜಾಗೃತಿ ಮೂಡಿಸುವ ಕಾರ್ಯಕ್ರಮವನ್ನು ಜಿಲ್ಲಾಡಳಿತ ಜಿಲ್ಲಾ ಪಂಚಾಯತ್ ಹಾಗೂ ತೋಟಗಾರಿಕೆ ಇಲಾಖೆ ಸಹಭಾಗಿತ್ವದಲ್ಲಿ ಆಯೋಜಿಸಲಾಗಿತ್ತು. ದಿನಾಂಕ 26, 27,28 ಮೂರು ದಿನಗಳ ಕಾಲ ಕೋಲಾರ ನಗರದ ತೋಟಗಾರಿಕೆ ಇಲಾಖೆಯಲ್ಲಿ ಫಲ ಪುಷ್ಪ ಪ್ರದರ್ಶನ ಕಾರ್ಯಕ್ರಮದ ಒಂದು ಮಳಿಗೆಯಲ್ಲಿ ಆಯೋಜಿಸಲಾಗಿದ್ದು, ಈ ಕಾರ್ಯಕ್ರಮದಲ್ಲಿ ರಾಜ್ಯ ವಿಶಾಲ ಮುಕ್ತ ಭಾರತ ಅಭಿಯಾನವನ್ನು ಒಂದು ಮಳಿಗೆಯಲ್ಲಿ ಆಯೋಜಿಸುವ ಮೂಲಕ ಅರ್ಥಪೂರ್ಣವಾಗಿತ್ತು. ಹಿರಿಯ ನ್ಯಾಯಾಧೀಶರು ಹಾಗೂ ಜಿಲ್ಲಾ ಕೋಲಾರ ಜಿಲ್ಲಾ ಕಾನೂನು ಸೇವೆಗಳ ಪ್ರಾಧಿಕಾರ ಸದಸ್ಯ ಕಾರ್ಯದರ್ಶಿ ಸುನೀಲ್ ಎಸ್ xyxy=(790,115,972,460)
sanatana-col-1: ಕೋಲಾರ,ಜ.27- ಸನಾತನ ಹಿಂದು ಧರ್ಮ ಉಳಿಸಿ ಬೆಳೆಸುವುದು ನಾಡಿನ ಪ್ರತಿಯೊಬ್ಬ ಪ್ರಜೆಯ ಆದ್ಯ ಕರ್ತವ್ಯವಾಗಿದೆ ಎಂದು ನಾಗಲಾಪುರದ ಮಠದ ಪೀಠಾಧ್ಯಕ್ಷರಾದ ಶ್ರೀ ಶಿವಕುಮಾರ ಶಿವಾಚಾರ್ಯ ಮಹಾಸ್ವಾಮಿಗಳು ಅಭಿಪ್ರಾಯಪಟ್ಟರು. ತಾಲ್ಲೂಕಿನ ವೇಮಗಲ್ ಪಟ್ಟಣದ ಶ್ರೀ ರಾಮ ಚೆಟ್ಟಿ ಬಯಲು ರಂಗಮಂದಿರದಲ್ಲಿ ಆಯೋಜಿಸಲಾಗಿದ್ದ ಹಿಂದು ಸಮಾಜೋತ್ಸವವನ್ನು ಉದ್ಘಾಟಿಸಿ ಮಾತನಾಡಿದರು. ಹಿಂದು ಧರ್ಮದ ರಕ್ಷಣೆಗೆ ನಾವೆಲ್ಲರೂ ಒಂದಾಗಬೇಕು. ಹಿಂದು ಸಂಸ್ಕೃತಿ ಮತ್ತು ಪರಂಪರೆಯನ್ನು ಮುಂದಿನ ಪೀಳಿಗೆಗೆ ಮುಟ್ಟಿಸಬೇಕು ಎಂದು ಕರೆ ನೀಡಿದರು. xyxy=(52,1827,226,2050)
nanjegowda-col-3: ಮೂಲಕ ಗಣರಾಜ್ಯ ದಿನದಂದು ಲೋಕಾರ್ಪಣೆ ಮಾಡುತ್ತಿರುವುದು ಉತ್ತಮ ಬೆಳವಣಿಗೆಯಾಗಿದೆ. ದೇಶಕ್ಕೆ ಸ್ವಾತಂತ್ರ್ಯ ಬಂದ ನಂತರ ದೇಶವನ್ನು ಮುನ್ನಡೆಸಲು ಅಂಗೀಕರಿಸಿ ಪ್ರತಿ ವರ್ಷ ಜನವರಿ 26ರಂದು ಗಣರಾಜ್ಯೋತ್ಸವ ಆಚರಿಸಲಾಗುತ್ತಿದೆ. ಡಾ. ಬಿ.ಆರ್. ಅಂಬೇಡ್ಕರ್ ಅವರು ರಚಿಸಿದ ಸಂವಿಧಾನ ಮಾಡಿಕೊಟ್ಟ ಸಂವಿಧಾನ ಹಾಗೂ ಅಂಬೇಡ್ಕರ್ ಅವರನ್ನು ಸ್ಮರಿಸುತ್ತಾ ಪ್ರತಿಯೊಬ್ಬ ಭಾರತೀಯನ ಆದ್ಯ xyxy=(1160,910,1336,1063)
speaker-podium-illustration xyxy=(231,916,588,1113)
masthead: ಸಂಜೆ ವಾಣಿ xyxy=(723,8,854,49)
samethanahalli-col-3: ಮತ್ತು ಒಂದು ಸಂವಿಧಾನ ಎಂದು ಸರ್ಕಾರ, ಒಂದು ಧ್ವಜ ಎಂಬ ಆಶಯದೊಂದಿಗೆ ರಾಷ್ಟ್ರದ ಪ್ರಗತಿಗೆ ಎಲ್ಲರೂ ಕೈಜೋಡಿಸಬೇಕು. ಚಿತ್ರಕಲಾ ಸ್ಪರ್ಧೆಯ ವಿಜೇತರಿಗೆ ಬಹುಮಾನ ವಿತರಿಸಲಾಯಿತು. xyxy=(413,1621,588,1704)
yellow-swatch-icon xyxy=(92,2301,112,2321)
samethanahalli-col-2: ದೇಶಭಕ್ತರ ಆಶಯಗಳನ್ನು ಒತ್ತಿಹೇಳುತ್ತವೆ. ಸ್ವಾತಂತ್ರ್ಯದಲ್ಲಿ ಭಾರತ ಸಂವಿಧಾನ ಜಾರಿಯಾದ ಈ ದಿನ ನಮ್ಮ ಸ್ವಾತಂತ್ರ್ಯವನ್ನು ಗೌರವಿಸುವ ದಿನ. ಸಂವಿಧಾನವನ್ನು ರಕ್ಷಿಸಬೇಕು xyxy=(231,1621,407,1686)
registration-marks-right xyxy=(1387,2301,1539,2324)
holocaust-col-3: ನರಮೇಧದ ಬಗ್ಗೆ ಅವರ ಸಾಕ್ಷ್ಯ ಮತ್ತು ಶಿಕ್ಷಣವು ಭವಿಷ್ಯದ ಪೀಳಿಗೆಗೆ ನಿರ್ಣಾಯಕವಾಗಿದೆ. ಈ ದಿನವು ನರಮೇಧದ ಬಗ್ಗೆ ಶಿಕ್ಷಣವನ್ನು ಉತ್ತೇಜಿಸುತ್ತದೆ, ಇದರಿಂದಾಗಿ ಇಂದಿನ ಪಾಠಗಳನ್ನು ನಿರಾಕರಿಸುವುದು ಮತ್ತು ವಿರೂಪಗೊಳಿಸುವುದು ಮತ್ತು ಮರೆಮಾಚುವುದನ್ನು ತಡೆಯುತ್ತದೆ. ಅನೇಕ ದೇಶಗಳು ಹತ್ಯಾಕಾಂಡದ ಸ್ಮಾರಕ ದಿನಗಳನ್ನು ಸ್ಥಾಪಿಸಿವೆ. ಯುನೈಟೆಡ್ ಕಿಂಗ್‌ಡಮ್ xyxy=(590,127,773,280)
press-col-2: ವಿಜಯಕುಮಾರ್, ರಾಜೇಂದ್ರಸಿಂಹ, ಉಪಾಧ್ಯಕ್ಷ ಸಿ.ವಿ.ನಾಗರಾಜ್, ಹಿರಿಯ ಪತ್ರಕರ್ತರಾದ ಪ್ರಾಣೇಶ್ ಆನಂದರಾಜ್, ಶ್ರೀನಿವಾಸಮೂರ್ತಿ, ಜಿ.ಸುರೇಶ್, ಎಸ್.ಸಚ್ಚಿದಾನಂದ, ಕೋ.ನಾ.ಮಂಜುನಾಥ್, ಎನ್.ಎನ್.ಪ್ರಕಾಶ್, ಶ್ರೀನಿವಾಸಗೌಡ, ಶಿವಕುಮಾರ್, ಅಯ್ಯಪ್ಪ, ಮದನ್, ಕೃಷ್ಣ, ವೇಣುಗೋಪಾಲ್, ಎಂ.ಮಂಜುನಾಥ್, ಅಮರ್ ಸೇರಿದಂತೆ ಇನ್ನಿತರರು ಉಪಸ್ಥಿತರಿದ್ದರು. xyxy=(1343,2024,1519,2177)
headline-sanatana: ಸನತನ ಹಿಂದು ಧರ್ಮ ಬೆಳೆಸುವುದು ಪ್ರತಿಯೊಬ್ಬ ಪ್ರಜೆಯ ಕರ್ತವ್ಯ xyxy=(84,1768,749,1806)
holocaust-col-1: ಹಹತ್ಯಾಕಾಂಡದಲ್ಲಿ ಕೊಲ್ಲಲ್ಪಟ್ಟ 6 ಮಿಲಿಯನ್ ಯಹೂದಿಗಳನ್ನು ಗೌರವಿಸಲು ವಿಶ್ವಸಂಸ್ಥೆಯು ಜನವರಿ 27, "ಅಂತರರಾಷ್ಟ್ರೀಯ ಹತ್ಯಾಕಾಂಡದ ಸ್ಮರಣಾರ್ಥ ದಿನ" ಎಂದು ಘೋಷಿಸಿದೆ. ವಿಶ್ವಸಂಸ್ಥೆಯ ಪ್ರಕಾರ, ನಾಜಿ ಆಡಳಿತ ಮತ್ತು ಅದರ ಸಹಯೋಗಿಗಳು ಯುರೋಪ್ ಮತ್ತು ಉತ್ತರ ಆಫ್ರಿಕಾದಲ್ಲಿ ಸಂಘಟಿತ ನರಮೇಧವನ್ನು ಎಸಗಿ, 1933 ಮತ್ತು 1945 ರ ನಡುವೆ ಆರು ಮಿಲಿಯನ್ ಯಹೂದಿಗಳನ್ನು ಕೊಂದಿದ್ದಾರೆ. 1945ರಲ್ಲಿ ಯುದ್ಧದ ಅಂತ್ಯದ ವೇಳೆಗೆ, ಜರ್ಮನ್ನರು ತಮ್ಮ ಮಿತ್ರರೊಂದಿಗೆ ಸೇರಿ ಯುರೋಪಿಯನ್ ಯಹೂದಿಗಳಲ್ಲಿ ಸುಮಾರು ಮೂರನೇ ಎರಡರಷ್ಟು ಜನರನ್ನು ಕೊಂದಿದ್ದರು. 'ಜನಾಂಗೀಯ ಹತ್ಯೆ' ಅಥವಾ 'ಹತ್ಯಾಕಾಂಡ' ಎಂಬ ಪದವು ಪ್ರಾಚೀನ ಗ್ರೀಕ್ ಭಾಷೆಯಿಂದ ಬಂದಿದೆ ಮತ್ತು ಇದರ ಅರ್ಥ 'ದಹನ ಯಜ್ಞ'. ಎರಡನೆಯ ಮಹಾಯುದ್ಧದ ಮೊದಲು, ಈ ಪದವನ್ನು ಕೆಲವೊಮ್ಮೆ ದೊಡ್ಡ ಸಂಖ್ಯೆಯ ಜನರ ಸಾವನ್ನು ಉಲ್ಲೇಖಿಸಲು ಬಳಸಲಾಗುತ್ತಿತ್ತು. ಆದರೆ 1945 ರ ನಂತರ, ಇದು ಎರಡನೆಯ ಮಹಾಯುದ್ಧದ ಸಮಯದಲ್ಲಿ ಯುರೋಪಿಯನ್ ಯಹೂದಿಗಳ ನಾಶಕ್ಕೆ ಸಮಾನಾರ್ಥಕವಾಯಿತು. ಅದಕ್ಕಾಗಿಯೇ ಇದನ್ನು 'ಹತ್ಯಾಕಾಂಡ' ಎಂದು ಕರೆಯಲಾಗುತ್ತದೆ. ಯಹೂದಿಗಳು xyxy=(52,126,226,559)
headline-samvidhana: ಸಂವಿಧಾನ ಅರ್ಥೈಸುವ ಕೆಲಸಕ್ಕೆ ಮುಂದಾಗಲು ಕರೆ xyxy=(885,1158,1435,1201)
black-swatch-icon xyxy=(115,2301,135,2321)
light-grey-swatch-icon xyxy=(1501,2301,1521,2321)
cyan-swatch-icon xyxy=(1387,2301,1407,2321)
press-col-1: ಕೋಲಾರ,ಜ.26: ಕೋಲಾರ ಜಿಲ್ಲಾ ಕಾರ್ಯನಿರತ ಪತ್ರಕರ್ತರ ಸಂಘದ ವತಿಯಿಂದ ಸಂಘದ ಕಛೇರಿಯ ಕಾರ್ಯಾಲಯದಲ್ಲಿ ಹಮ್ಮಿಕೊಂಡಿದ್ದ 77ನೇ ಗಣರಾಜ್ಯೋತ್ಸವದ ದಿನಾಚರಣೆಯಲ್ಲಿ ಪಾಲ್ಗೊಂಡಿದ್ದ ಸಂಘದ ಜಿಲ್ಲಾಧ್ಯಕ್ಷರಾದ ಎಸ್. ಕೆ.ಚಂದ್ರಶೇಖರ್ ನೆರವೇರಿಸಿದರು. ಈ ಸಂದರ್ಭದಲ್ಲಿ ಸಂಘದ ಕಾರ್ಯಕಾರಿಣಿ ಸದಸ್ಯರಾದ ಬಿ.ಮುನಿರಾಜು, ಸಂಘದ ಪ್ರಧಾನ ಕಾರ್ಯದರ್ಶಿ xyxy=(1160,2024,1336,2177)
